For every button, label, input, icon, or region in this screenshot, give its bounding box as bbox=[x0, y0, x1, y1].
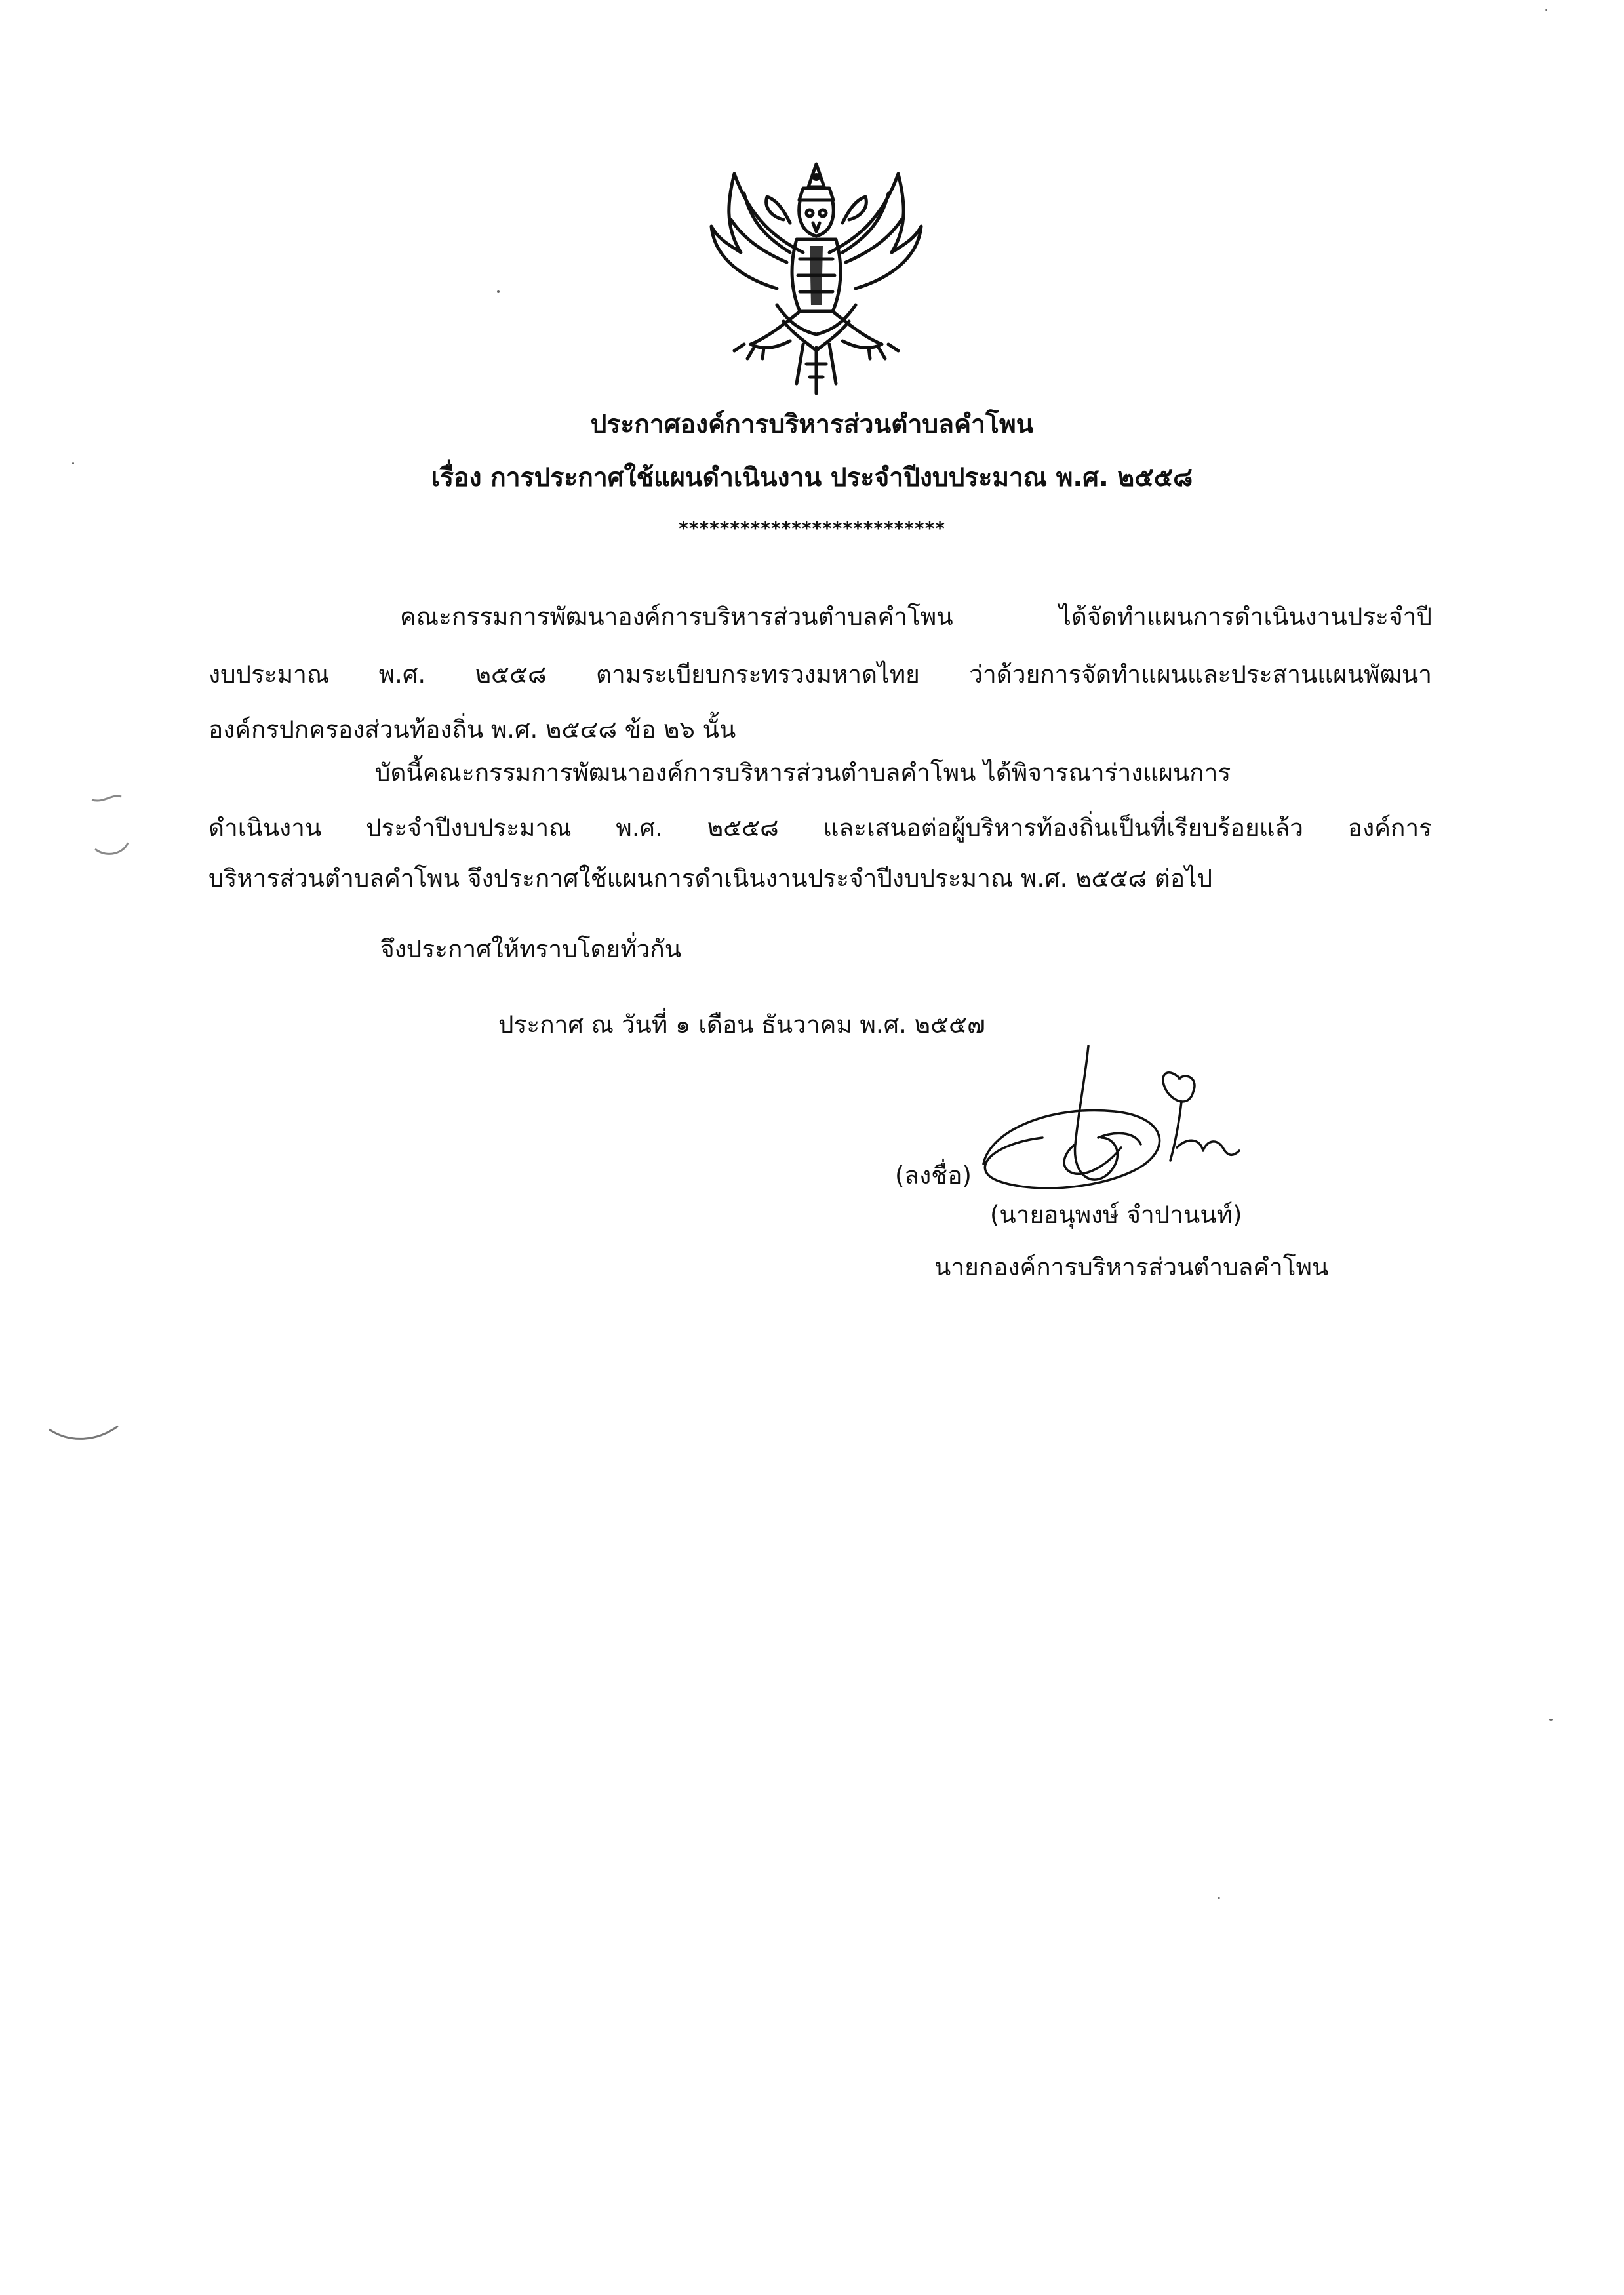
signatory-position: นายกองค์การบริหารส่วนตำบลคำโพน bbox=[934, 1253, 1329, 1281]
paragraph-2-line-2: ดำเนินงาน ประจำปีงบประมาณ พ.ศ. ๒๕๕๘ และเสนอต่อผู้บริหารท้องถิ่นเป็นที่เรียบร้อยแล้ว องค์การ bbox=[208, 814, 1432, 842]
paragraph-2-line-3: บริหารส่วนตำบลคำโพน จึงประกาศใช้แผนการดำเนินงานประจำปีงบประมาณ พ.ศ. ๒๕๕๘ ต่อไป bbox=[208, 864, 1213, 892]
garuda-emblem-icon bbox=[705, 148, 928, 403]
punch-hole-mark bbox=[82, 787, 141, 866]
announcement-date: ประกาศ ณ วันที่ ๑ เดือน ธันวาคม พ.ศ. ๒๕๕๗ bbox=[498, 1010, 985, 1039]
scan-speck bbox=[72, 462, 74, 464]
separator-line: ************************** bbox=[679, 517, 945, 539]
announcement-subject: เรื่อง การประกาศใช้แผนดำเนินงาน ประจำปีงบประมาณ พ.ศ. ๒๕๕๘ bbox=[431, 463, 1193, 492]
signatory-name: (นายอนุพงษ์ จำปานนท์) bbox=[990, 1201, 1242, 1229]
paragraph-1-line-2: งบประมาณ พ.ศ. ๒๕๕๘ ตามระเบียบกระทรวงมหาดไทย ว่าด้วยการจัดทำแผนและประสานแผนพัฒนา bbox=[208, 660, 1432, 688]
punch-hole-mark bbox=[43, 1407, 128, 1459]
paragraph-1-line-1: คณะกรรมการพัฒนาองค์การบริหารส่วนตำบลคำโพน ได้จัดทำแผนการดำเนินงานประจำปี bbox=[400, 603, 1432, 631]
announcement-title: ประกาศองค์การบริหารส่วนตำบลคำโพน bbox=[590, 410, 1034, 439]
signature-label: (ลงชื่อ) bbox=[895, 1161, 972, 1189]
scan-speck bbox=[1218, 1897, 1220, 1899]
paragraph-1-line-3: องค์กรปกครองส่วนท้องถิ่น พ.ศ. ๒๕๔๘ ข้อ ๒๖ นั้น bbox=[208, 715, 736, 744]
scan-speck bbox=[497, 290, 500, 293]
scan-speck bbox=[1545, 9, 1547, 11]
paragraph-2-line-1: บัดนี้คณะกรรมการพัฒนาองค์การบริหารส่วนตำบลคำโพน ได้พิจารณาร่างแผนการ bbox=[375, 759, 1231, 787]
closing-statement: จึงประกาศให้ทราบโดยทั่วกัน bbox=[380, 935, 682, 963]
scan-speck bbox=[1549, 1719, 1553, 1721]
